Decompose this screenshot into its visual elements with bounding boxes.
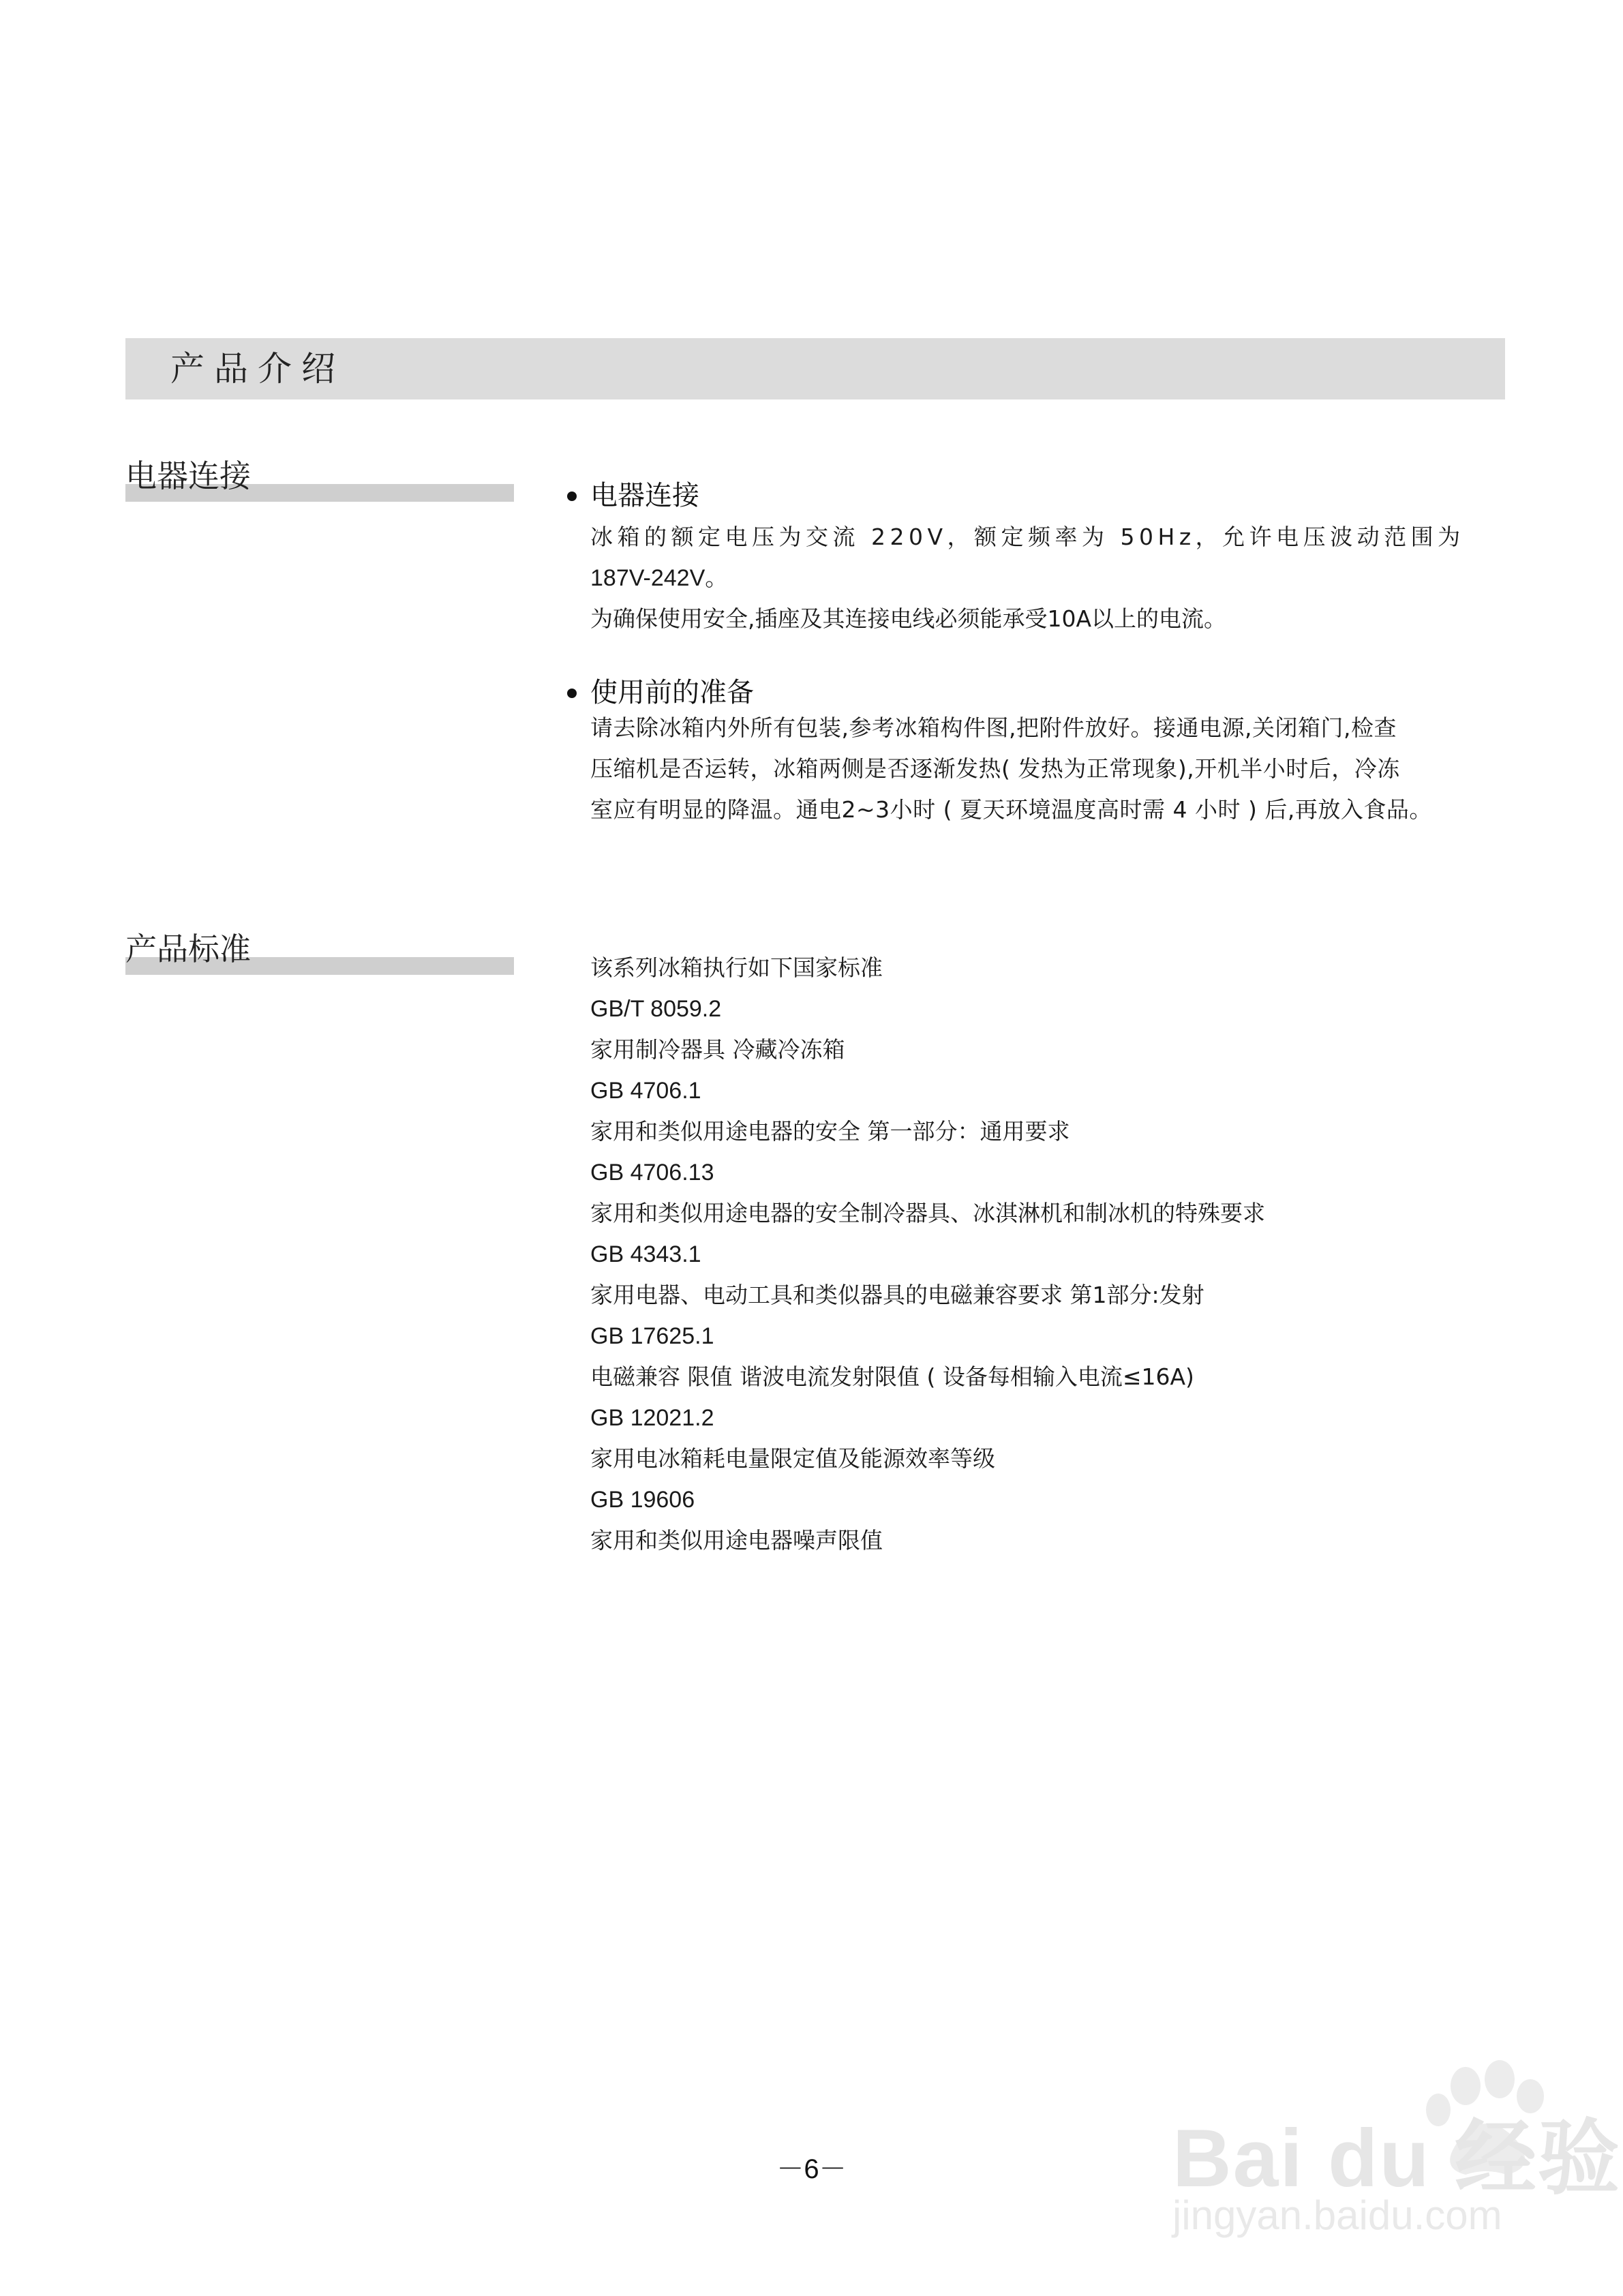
standard-description: 家用制冷器具 冷藏冷冻箱 (590, 1036, 845, 1063)
standard-description: 家用和类似用途电器的安全制冷器具、冰淇淋机和制冰机的特殊要求 (590, 1200, 1265, 1226)
side-title-electrical: 电器连接 (125, 457, 251, 494)
standard-description: 电磁兼容 限值 谐波电流发射限值 ( 设备每相输入电流≤16A) (590, 1363, 1194, 1390)
standard-code: GB 12021.2 (590, 1405, 714, 1431)
paragraph-line: 为确保使用安全,插座及其连接电线必须能承受10A以上的电流。 (590, 605, 1227, 632)
standard-description: 家用电冰箱耗电量限定值及能源效率等级 (590, 1445, 995, 1472)
paragraph-line: 压缩机是否运转，冰箱两侧是否逐渐发热( 发热为正常现象),开机半小时后，冷冻 (590, 755, 1400, 782)
standard-description: 家用电器、电动工具和类似器具的电磁兼容要求 第1部分:发射 (590, 1282, 1204, 1308)
page-number: －6－ (776, 2154, 847, 2184)
watermark-logo-text: Bai du 经验 (1172, 2113, 1622, 2204)
standard-code: GB 19606 (590, 1487, 695, 1513)
side-title-standards: 产品标准 (125, 931, 251, 967)
paragraph-line: 室应有明显的降温。通电2~3小时 ( 夏天环境温度高时需 4 小时 ) 后,再放入食品。 (590, 796, 1432, 823)
standard-code: GB 4343.1 (590, 1241, 701, 1267)
bullet-dot (567, 492, 577, 501)
standard-description: 家用和类似用途电器噪声限值 (590, 1527, 883, 1554)
bullet-title-electrical: 电器连接 (590, 480, 699, 511)
paragraph-line: 请去除冰箱内外所有包装,参考冰箱构件图,把附件放好。接通电源,关闭箱门,检查 (590, 714, 1397, 741)
standard-description: 家用和类似用途电器的安全 第一部分：通用要求 (590, 1118, 1070, 1145)
standard-code: GB 4706.1 (590, 1078, 701, 1104)
watermark-url: jingyan.baidu.com (1172, 2192, 1502, 2238)
paragraph-line: 187V-242V。 (590, 565, 729, 591)
standards-intro: 该系列冰箱执行如下国家标准 (590, 954, 883, 981)
paragraph-line: 冰箱的额定电压为交流 220V，额定频率为 50Hz，允许电压波动范围为 (590, 524, 1465, 550)
standard-code: GB 4706.13 (590, 1160, 714, 1185)
bullet-dot (567, 689, 577, 698)
bullet-title-preparation: 使用前的准备 (590, 677, 754, 708)
page-title: 产品介绍 (170, 349, 345, 389)
standard-code: GB 17625.1 (590, 1323, 714, 1349)
standard-code: GB/T 8059.2 (590, 996, 722, 1022)
